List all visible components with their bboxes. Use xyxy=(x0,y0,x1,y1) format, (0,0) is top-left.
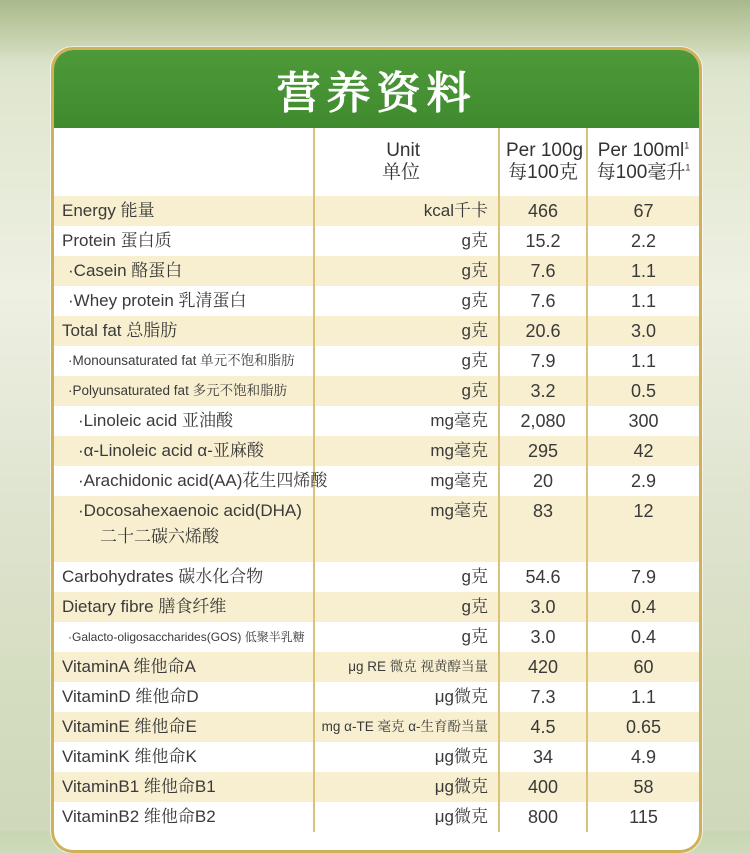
row-per100g: 3.0 xyxy=(499,622,587,652)
row-unit: g克 xyxy=(314,592,499,622)
table-row xyxy=(54,592,699,622)
table-row xyxy=(54,712,699,742)
row-name-line2: 二十二碳六烯酸 xyxy=(100,527,219,546)
table-row xyxy=(54,376,699,406)
row-unit: g克 xyxy=(314,226,499,256)
table-row xyxy=(54,286,699,316)
name-column-header xyxy=(54,128,314,196)
per100ml-column-header xyxy=(587,128,699,196)
nutrition-table xyxy=(54,128,699,832)
row-per100g: 2,080 xyxy=(499,406,587,436)
row-name: ·Whey protein 乳清蛋白 xyxy=(54,286,314,316)
table-row xyxy=(54,226,699,256)
table-row xyxy=(54,406,699,436)
row-per100ml: 115 xyxy=(587,802,699,832)
row-per100ml: 0.4 xyxy=(587,622,699,652)
table-row xyxy=(54,196,699,226)
row-name: ·Galacto-oligosaccharides(GOS) 低聚半乳糖 xyxy=(54,622,314,652)
row-unit: μg微克 xyxy=(314,742,499,772)
row-per100g: 400 xyxy=(499,772,587,802)
row-per100g: 295 xyxy=(499,436,587,466)
row-per100g: 20.6 xyxy=(499,316,587,346)
row-per100ml: 4.9 xyxy=(587,742,699,772)
row-per100g: 83 xyxy=(499,496,587,562)
per100ml-header-en xyxy=(594,140,693,162)
row-unit: μg RE 微克 视黄醇当量 xyxy=(314,652,499,682)
per100ml-cn-footnote-mark: 1 xyxy=(685,162,691,173)
per100ml-header-cn xyxy=(594,162,693,184)
row-per100g: 3.2 xyxy=(499,376,587,406)
row-unit: mg毫克 xyxy=(314,406,499,436)
table-row xyxy=(54,316,699,346)
row-per100g: 800 xyxy=(499,802,587,832)
row-per100ml: 7.9 xyxy=(587,562,699,592)
row-name: Total fat 总脂肪 xyxy=(54,316,314,346)
row-per100g: 7.6 xyxy=(499,256,587,286)
row-per100ml: 12 xyxy=(587,496,699,562)
row-unit: g克 xyxy=(314,562,499,592)
card-header xyxy=(54,50,699,128)
row-name: Carbohydrates 碳水化合物 xyxy=(54,562,314,592)
unit-header-en: Unit xyxy=(386,140,420,161)
row-name: ·Linoleic acid 亚油酸 xyxy=(54,406,314,436)
unit-column-header xyxy=(314,128,499,196)
table-row xyxy=(54,682,699,712)
row-name: VitaminB2 维他命B2 xyxy=(54,802,314,832)
row-unit: μg微克 xyxy=(314,772,499,802)
nutrition-card xyxy=(51,47,702,853)
row-per100g: 3.0 xyxy=(499,592,587,622)
row-per100g: 54.6 xyxy=(499,562,587,592)
table-row xyxy=(54,622,699,652)
per100ml-header-en-text: Per 100ml xyxy=(597,140,685,161)
row-unit: g克 xyxy=(314,256,499,286)
row-per100ml: 0.65 xyxy=(587,712,699,742)
row-per100ml: 2.9 xyxy=(587,466,699,496)
row-per100g: 7.6 xyxy=(499,286,587,316)
row-per100g: 34 xyxy=(499,742,587,772)
row-name: VitaminA 维他命A xyxy=(54,652,314,682)
table-row xyxy=(54,802,699,832)
row-name-line1: ·Docosahexaenoic acid(DHA) xyxy=(78,501,302,520)
row-name: VitaminD 维他命D xyxy=(54,682,314,712)
page-title: 营养资料 xyxy=(276,68,477,119)
table-row xyxy=(54,466,699,496)
row-name: Energy 能量 xyxy=(54,196,314,226)
row-name: ·α-Linoleic acid α-亚麻酸 xyxy=(54,436,314,466)
row-per100ml: 42 xyxy=(587,436,699,466)
row-per100ml: 0.5 xyxy=(587,376,699,406)
row-per100g: 15.2 xyxy=(499,226,587,256)
row-per100g: 20 xyxy=(499,466,587,496)
row-unit: g克 xyxy=(314,346,499,376)
row-per100ml: 3.0 xyxy=(587,316,699,346)
row-name: VitaminB1 维他命B1 xyxy=(54,772,314,802)
row-per100ml: 1.1 xyxy=(587,286,699,316)
row-per100ml: 1.1 xyxy=(587,256,699,286)
table-row xyxy=(54,256,699,286)
row-unit: mg毫克 xyxy=(314,466,499,496)
row-unit: g克 xyxy=(314,622,499,652)
row-unit: μg微克 xyxy=(314,682,499,712)
row-unit: μg微克 xyxy=(314,802,499,832)
row-per100ml: 1.1 xyxy=(587,346,699,376)
row-per100g: 7.9 xyxy=(499,346,587,376)
row-name: Dietary fibre 膳食纤维 xyxy=(54,592,314,622)
table-header-row xyxy=(54,128,699,196)
row-per100ml: 1.1 xyxy=(587,682,699,712)
table-row xyxy=(54,436,699,466)
per100g-column-header xyxy=(499,128,587,196)
row-per100ml: 58 xyxy=(587,772,699,802)
row-name: ·Monounsaturated fat 单元不饱和脂肪 xyxy=(54,346,314,376)
unit-header-cn: 单位 xyxy=(381,162,420,183)
row-per100g: 466 xyxy=(499,196,587,226)
table-row xyxy=(54,496,699,562)
row-per100g: 420 xyxy=(499,652,587,682)
row-name: VitaminE 维他命E xyxy=(54,712,314,742)
table-row xyxy=(54,652,699,682)
row-unit: g克 xyxy=(314,316,499,346)
row-unit: g克 xyxy=(314,376,499,406)
row-per100g: 4.5 xyxy=(499,712,587,742)
row-name xyxy=(54,496,314,562)
row-per100ml: 2.2 xyxy=(587,226,699,256)
table-row xyxy=(54,562,699,592)
per100ml-footnote-mark: 1 xyxy=(684,140,690,151)
row-name: Protein 蛋白质 xyxy=(54,226,314,256)
row-unit: mg毫克 xyxy=(314,496,499,562)
row-per100ml: 0.4 xyxy=(587,592,699,622)
row-name: ·Casein 酪蛋白 xyxy=(54,256,314,286)
row-per100ml: 67 xyxy=(587,196,699,226)
row-per100g: 7.3 xyxy=(499,682,587,712)
row-unit: g克 xyxy=(314,286,499,316)
row-unit: mg α-TE 毫克 α-生育酚当量 xyxy=(314,712,499,742)
row-per100ml: 300 xyxy=(587,406,699,436)
per100g-header-cn: 每100克 xyxy=(508,162,578,183)
row-name: ·Polyunsaturated fat 多元不饱和脂肪 xyxy=(54,376,314,406)
row-per100ml: 60 xyxy=(587,652,699,682)
table-row xyxy=(54,772,699,802)
row-unit: mg毫克 xyxy=(314,436,499,466)
per100g-header-en: Per 100g xyxy=(506,140,584,161)
row-unit: kcal千卡 xyxy=(314,196,499,226)
per100ml-header-cn-text: 每100毫升 xyxy=(596,162,686,183)
row-name: VitaminK 维他命K xyxy=(54,742,314,772)
row-name: ·Arachidonic acid(AA)花生四烯酸 xyxy=(54,466,314,496)
table-row xyxy=(54,742,699,772)
table-row xyxy=(54,346,699,376)
